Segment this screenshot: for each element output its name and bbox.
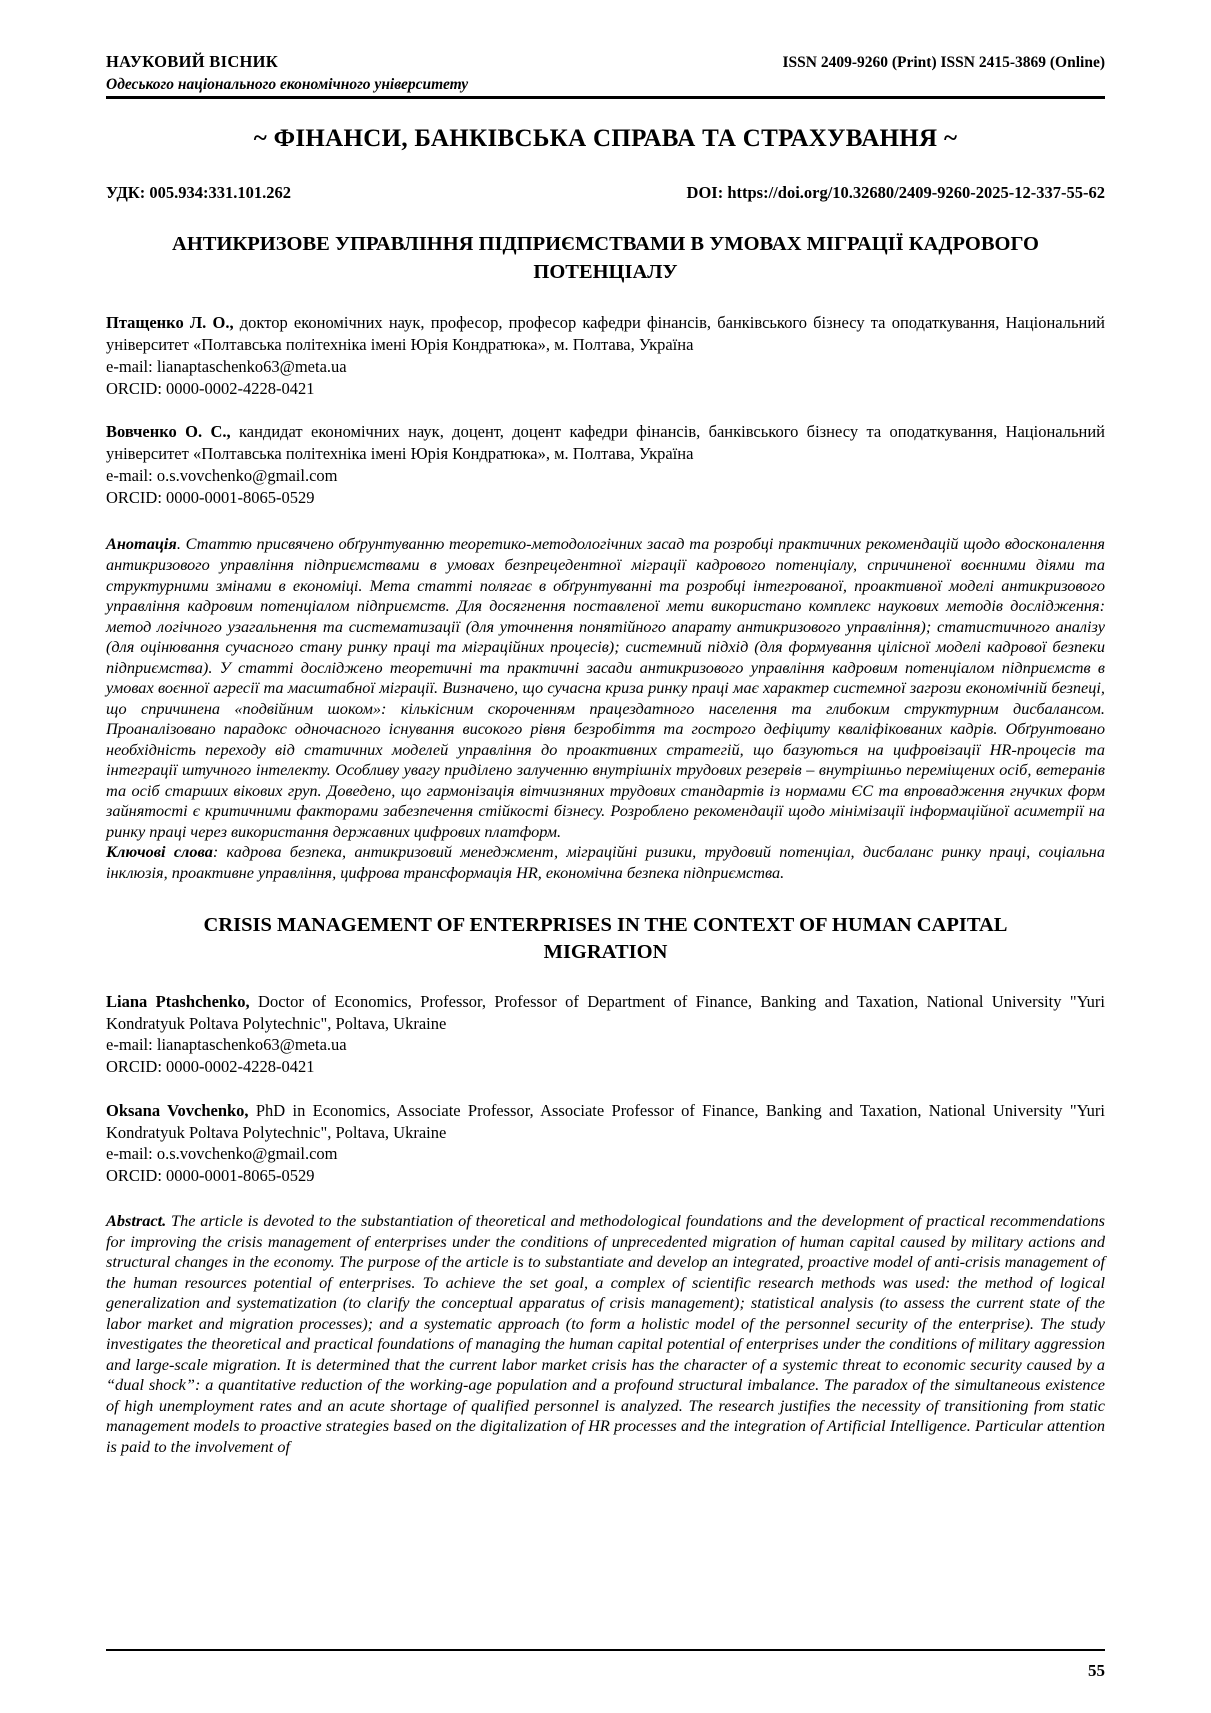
abstract-uk xyxy=(106,534,1105,842)
abstract-en-text: The article is devoted to the substantiation of theoretical and methodological foundations and the development of practical recommendations for improving the crisis management of enterprises under the conditions of unprecedented migration of human capital caused by military actions and structural changes in the economy. The purpose of the article is to substantiate and develop an integrated, proactive model of anti-crisis management of the human resources potential of enterprises. To achieve the set goal, a complex of scientific research methods was used: the method of logical generalization and systematization (to clarify the conceptual apparatus of crisis management); statistical analysis (to assess the current state of the labor market and migration processes); and a systematic approach (to form a holistic model of the personnel security of the enterprise). The study investigates the theoretical and practical foundations of managing the human capital potential of enterprises under the conditions of military aggression and large-scale migration. It is determined that the current labor market crisis has the character of a systemic threat to economic security caused by a “dual shock”: a quantitative reduction of the working-age population and a profound structural imbalance. The paradox of the simultaneous existence of high unemployment rates and an acute shortage of qualified personnel is analyzed. The research justifies the necessity of transitioning from static management models to proactive strategies based on the digitalization of HR processes and the integration of Artificial Intelligence. Particular attention is paid to the involvement of xyxy=(106,1210,1105,1456)
author-block-en-2 xyxy=(106,1100,1105,1187)
issn-line: ISSN 2409-9260 (Print) ISSN 2415-3869 (Online) xyxy=(782,54,1105,71)
author-details: доктор економічних наук, професор, професор кафедри фінансів, банківського бізнесу та оподаткування, Національний університет «Полтавська політехніка імені Юрія Кондратюка», м. Полтава, Україна xyxy=(106,313,1105,355)
keywords-uk-text: : кадрова безпека, антикризовий менеджмент, міграційні ризики, трудовий потенціал, дисбаланс ринку праці, соціальна інклюзія, проактивне управління, цифрова трансформація HR, економічна безпека підприємства. xyxy=(106,842,1105,882)
abstract-uk-text: . Статтю присвячено обґрунтуванню теоретико-методологічних засад та розробці практичних рекомендацій щодо вдосконалення антикризового управління підприємствами в умовах безпрецедентної міграції кадрового потенціалу, спричиненої воєнними діями та структурними змінами в економіці. Мета статті полягає в обґрунтуванні та розробці інтегрованої, проактивної моделі антикризового управління кадровим потенціалом підприємств. Для досягнення поставленої мети використано комплекс наукових методів дослідження: метод логічного узагальнення та систематизації (для уточнення понятійного апарату антикризового управління); статистичного аналізу (для оцінювання сучасного стану ринку праці та міграційних процесів); системний підхід (для формування цілісної моделі кадрової безпеки підприємства). У статті досліджено теоретичні та практичні засади антикризового управління кадровим потенціалом підприємств в умовах воєнної агресії та масштабної міграції. Визначено, що сучасна криза ринку праці має характер системної загрози економічній безпеці, що спричинена «подвійним шоком»: кількісним скороченням працездатного населення та глибоким структурним дисбалансом. Проаналізовано парадокс одночасного існування високого рівня безробіття та гострого дефіциту кваліфікованих кадрів. Обґрунтовано необхідність переходу від статичних моделей управління до проактивних стратегій, що базуються на цифровізації HR-процесів та інтеграції штучного інтелекту. Особливу увагу приділено залученню внутрішніх трудових резервів – внутрішньо переміщених осіб, ветеранів та осіб старших вікових груп. Доведено, що гармонізація вітчизняних трудових стандартів із нормами ЄС та впровадження гнучких форм зайнятості є критичними факторами забезпечення стійкості бізнесу. Розроблено рекомендації щодо мінімізації інформаційної асиметрії на ринку праці через використання державних цифрових платформ. xyxy=(106,534,1105,841)
author-orcid: ORCID: 0000-0001-8065-0529 xyxy=(106,487,315,507)
page-number: 55 xyxy=(1088,1661,1105,1680)
author-email: e-mail: o.s.vovchenko@gmail.com xyxy=(106,1144,338,1164)
author-email: e-mail: lianaptaschenko63@meta.ua xyxy=(106,356,347,376)
keywords-uk-label: Ключові слова xyxy=(106,842,213,862)
journal-block xyxy=(106,52,468,94)
author-block-uk-1 xyxy=(106,312,1105,399)
udk-label: УДК: 005.934:331.101.262 xyxy=(106,183,291,202)
author-affiliation xyxy=(106,421,1105,465)
author-name: Вовченко О. С., xyxy=(106,422,231,442)
author-orcid: ORCID: 0000-0002-4228-0421 xyxy=(106,378,315,398)
abstract-uk-wrap xyxy=(106,534,1105,883)
journal-name: НАУКОВИЙ ВІСНИК xyxy=(106,52,279,71)
author-email: e-mail: lianaptaschenko63@meta.ua xyxy=(106,1035,347,1055)
meta-row xyxy=(106,183,1105,203)
article-title-uk: АНТИКРИЗОВЕ УПРАВЛІННЯ ПІДПРИЄМСТВАМИ В УМОВАХ МІГРАЦІЇ КАДРОВОГО ПОТЕНЦІАЛУ xyxy=(172,233,1039,283)
author-affiliation xyxy=(106,1100,1105,1144)
keywords-uk xyxy=(106,842,1105,883)
author-email: e-mail: o.s.vovchenko@gmail.com xyxy=(106,465,338,485)
author-name: Птащенко Л. О., xyxy=(106,313,234,333)
page-footer xyxy=(106,1649,1105,1681)
article-title-en: CRISIS MANAGEMENT OF ENTERPRISES IN THE CONTEXT OF HUMAN CAPITAL MIGRATION xyxy=(203,913,1008,964)
author-details: Doctor of Economics, Professor, Professor of Department of Finance, Banking and Taxation, National University "Yuri Kondratyuk Poltava Polytechnic", Poltava, Ukraine xyxy=(106,991,1106,1033)
abstract-en-label: Abstract. xyxy=(106,1210,167,1230)
page-header xyxy=(106,52,1105,99)
author-orcid: ORCID: 0000-0001-8065-0529 xyxy=(106,1166,315,1186)
doi-label: DOI: https://doi.org/10.32680/2409-9260-2025-12-337-55-62 xyxy=(686,183,1105,202)
author-block-en-1 xyxy=(106,991,1105,1078)
author-affiliation xyxy=(106,312,1105,356)
english-section xyxy=(106,912,1105,1458)
author-block-uk-2 xyxy=(106,421,1105,508)
author-details: PhD in Economics, Associate Professor, Associate Professor of Finance, Banking and Taxation, National University "Yuri Kondratyuk Poltava Polytechnic", Poltava, Ukraine xyxy=(106,1100,1105,1142)
author-affiliation xyxy=(106,991,1105,1035)
abstract-uk-label: Анотація xyxy=(106,534,177,554)
author-name: Oksana Vovchenko, xyxy=(106,1100,249,1120)
author-details: кандидат економічних наук, доцент, доцент кафедри фінансів, банківського бізнесу та оподаткування, Національний університет «Полтавська політехніка імені Юрія Кондратюка», м. Полтава, Україна xyxy=(106,422,1105,464)
author-name: Liana Ptashchenko, xyxy=(106,991,250,1011)
author-orcid: ORCID: 0000-0002-4228-0421 xyxy=(106,1057,315,1077)
section-banner: ~ ФІНАНСИ, БАНКІВСЬКА СПРАВА ТА СТРАХУВАННЯ ~ xyxy=(253,125,958,152)
journal-subtitle: Одеського національного економічного університету xyxy=(106,76,469,93)
abstract-en xyxy=(106,1211,1105,1457)
